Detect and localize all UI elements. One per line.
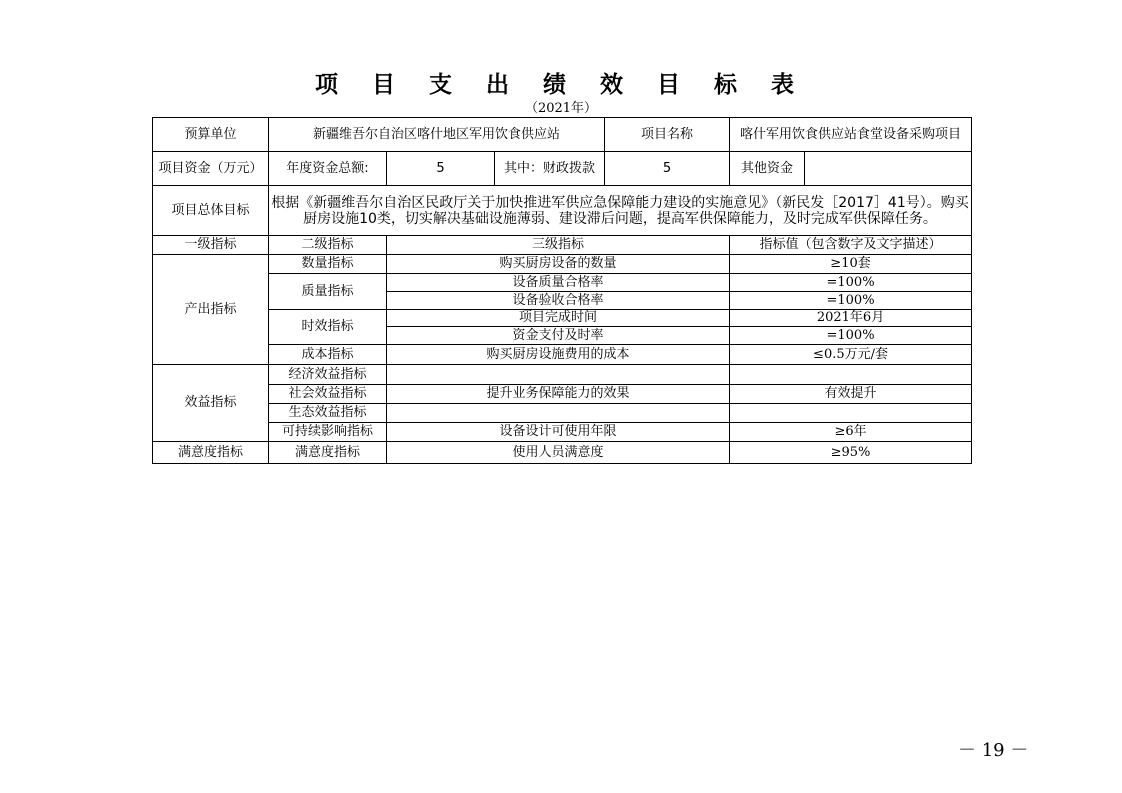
level2-cell: 数量指标	[269, 255, 387, 274]
document-title: 项 目 支 出 绩 效 目 标 表	[314, 72, 808, 98]
value-cell	[730, 365, 972, 385]
value-cell: =100%	[730, 274, 972, 292]
value-cell: =100%	[730, 327, 972, 345]
overall-goal-label: 项目总体目标	[153, 186, 269, 236]
table-row	[153, 365, 972, 385]
project-name-value: 喀什军用饮食供应站食堂设备采购项目	[730, 118, 972, 152]
column-header-level2: 二级指标	[269, 236, 387, 255]
value-cell: ≥10套	[730, 255, 972, 274]
performance-target-table	[152, 117, 972, 464]
table-row	[153, 274, 972, 292]
group-benefit: 效益指标	[153, 365, 269, 442]
project-funds-label: 项目资金（万元）	[153, 152, 269, 186]
level2-cell: 成本指标	[269, 345, 387, 365]
level2-cell: 生态效益指标	[269, 404, 387, 423]
level2-cell: 社会效益指标	[269, 385, 387, 404]
overall-goal-text: 根据《新疆维吾尔自治区民政厅关于加快推进军供应急保障能力建设的实施意见》（新民发［2017］41号）。购买厨房设施10类，切实解决基础设施薄弱、建设滞后问题，提高军供保障能力，及时完成军供保障任务。	[269, 186, 972, 236]
other-funds-label: 其他资金	[730, 152, 805, 186]
level3-cell: 提升业务保障能力的效果	[387, 385, 730, 404]
table-row	[153, 345, 972, 365]
level2-cell: 质量指标	[269, 274, 387, 310]
level3-cell: 设备设计可使用年限	[387, 423, 730, 442]
table-row	[153, 442, 972, 464]
level3-cell	[387, 404, 730, 423]
level3-cell: 设备验收合格率	[387, 292, 730, 310]
group-output: 产出指标	[153, 255, 269, 365]
value-cell: =100%	[730, 292, 972, 310]
group-satisfaction: 满意度指标	[153, 442, 269, 464]
table-row	[153, 423, 972, 442]
fiscal-funds-label: 其中：财政拨款	[495, 152, 605, 186]
table-row	[153, 255, 972, 274]
document-year: （2021年）	[524, 101, 598, 116]
level2-cell: 可持续影响指标	[269, 423, 387, 442]
column-header-level1: 一级指标	[153, 236, 269, 255]
level3-cell: 购买厨房设备的数量	[387, 255, 730, 274]
column-header-level3: 三级指标	[387, 236, 730, 255]
budget-unit-label: 预算单位	[153, 118, 269, 152]
page-number: － 19 －	[958, 740, 1029, 761]
annual-total-value: 5	[387, 152, 495, 186]
value-cell: 2021年6月	[730, 310, 972, 327]
table-row	[153, 385, 972, 404]
level2-cell: 经济效益指标	[269, 365, 387, 385]
level2-cell: 满意度指标	[269, 442, 387, 464]
level3-cell: 项目完成时间	[387, 310, 730, 327]
level3-cell	[387, 365, 730, 385]
budget-unit-value: 新疆维吾尔自治区喀什地区军用饮食供应站	[269, 118, 605, 152]
other-funds-value	[805, 152, 972, 186]
level3-cell: 设备质量合格率	[387, 274, 730, 292]
value-cell: ≥95%	[730, 442, 972, 464]
annual-total-label: 年度资金总额:	[269, 152, 387, 186]
value-cell: ≥6年	[730, 423, 972, 442]
fiscal-funds-value: 5	[605, 152, 730, 186]
level3-cell: 使用人员满意度	[387, 442, 730, 464]
table-row	[153, 310, 972, 327]
project-name-label: 项目名称	[605, 118, 730, 152]
level3-cell: 资金支付及时率	[387, 327, 730, 345]
table-row	[153, 404, 972, 423]
column-header-value: 指标值（包含数字及文字描述）	[730, 236, 972, 255]
level3-cell: 购买厨房设施费用的成本	[387, 345, 730, 365]
level2-cell: 时效指标	[269, 310, 387, 345]
value-cell: ≤0.5万元/套	[730, 345, 972, 365]
value-cell: 有效提升	[730, 385, 972, 404]
value-cell	[730, 404, 972, 423]
